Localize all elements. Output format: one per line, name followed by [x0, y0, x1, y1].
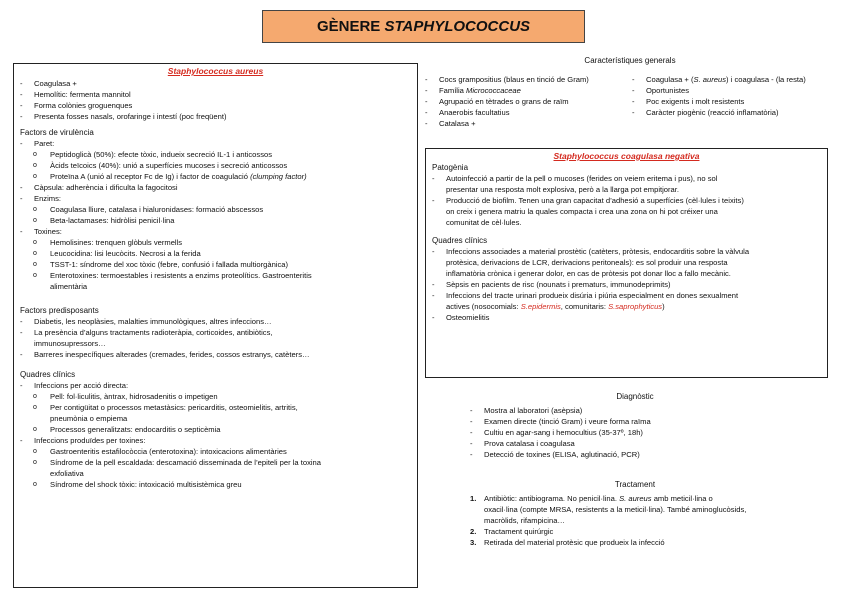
list-item-continuation: alimentària	[50, 282, 88, 291]
list-item: o TSST-1: síndrome del xoc tòxic (febre, confusió i fallada multiorgànica)	[20, 259, 411, 270]
list-item: - Mostra al laboratori (asèpsia)	[470, 405, 800, 416]
list-item: o Beta-lactamases: hidròlisi penicil·lina	[20, 215, 411, 226]
list-item: - Caràcter piogènic (reacció inflamatòria)	[632, 107, 837, 118]
aureus-title: Staphylococcus aureus	[167, 66, 264, 76]
cns-quadres-list	[432, 246, 821, 323]
list-item: - Sèpsis en pacients de risc (nounats i prematurs, immunodeprimits)	[432, 279, 821, 290]
list-item: - Prova catalasa i coagulasa	[470, 438, 800, 449]
list-item: o Peptidoglicà (50%): efecte tòxic, indueix secreció IL-1 i anticossos	[20, 149, 411, 160]
list-item: o Per contigüitat o processos metastàsics: pericarditis, osteomielitis, artritis,	[20, 402, 411, 413]
list-item: - Coagulasa +	[20, 78, 411, 89]
list-item: 1. Antibiòtic: antibiograma. No penicil·lina. S. aureus amb meticil·lina o	[470, 494, 713, 503]
list-item: - Coagulasa + (S. aureus) i coagulasa - (la resta)	[632, 74, 837, 85]
list-item-continuation: immunosupressors…	[34, 339, 106, 348]
page-title: GÈNERE STAPHYLOCOCCUS	[262, 10, 585, 43]
list-item: - Presenta fosses nasals, orofaringe i intestí (poc freqüent)	[20, 111, 411, 122]
list-item: - Infeccions del tracte urinari produeix disúria i piúria especialment en dones sexualment	[432, 290, 821, 301]
tractament-heading: Tractament	[614, 480, 656, 489]
cns-box	[425, 148, 828, 378]
list-item: - Cultiu en agar-sang i hemocultius (35-37º, 18h)	[470, 427, 800, 438]
general-left-list	[425, 74, 630, 129]
list-item-continuation: protèsica, derivacions de LCR, derivacions peritoneals): es sol produir una resposta	[446, 258, 728, 267]
list-item: - Paret:	[20, 138, 411, 149]
list-item: - Infeccions associades a material prostètic (catèters, pròtesis, endocarditis sobre la vàlvula	[432, 246, 821, 257]
list-item: - La presència d’alguns tractaments radioteràpia, corticoides, antibiòtics,	[20, 327, 411, 338]
list-item: o Coagulasa lliure, catalasa i hialuronidases: formació abscessos	[20, 204, 411, 215]
list-item: o Proteïna A (unió al receptor Fc de Ig) i factor de coagulació (clumping factor)	[20, 171, 411, 182]
list-item: - Producció de biofilm. Tenen una gran capacitat d’adhesió a superfícies (cèl·lules i teixits)	[432, 195, 821, 206]
list-item: o Hemolisines: trenquen glòbuls vermells	[20, 237, 411, 248]
diagnostic-list	[470, 405, 800, 460]
list-item: - Detecció de toxines (ELISA, aglutinació, PCR)	[470, 449, 800, 460]
list-item: o Processos generalitzats: endocarditis o septicèmia	[20, 424, 411, 435]
list-item: - Enzims:	[20, 193, 411, 204]
list-item: - Cocs grampositius (blaus en tinció de Gram)	[425, 74, 630, 85]
predisp-heading: Factors predisposants	[20, 306, 99, 315]
list-item: o Àcids teïcoics (40%): unió a superfícies mucoses i secreció anticossos	[20, 160, 411, 171]
list-item: - Càpsula: adherència i dificulta la fagocitosi	[20, 182, 411, 193]
predisp-list	[20, 316, 411, 360]
list-item-continuation: macròlids, rifampicina…	[484, 516, 566, 525]
list-item: - Barreres inespecífiques alterades (cremades, ferides, cossos estranys, catèters…	[20, 349, 411, 360]
patogenia-heading: Patogènia	[432, 163, 469, 172]
general-heading: Característiques generals	[584, 56, 676, 65]
list-item-continuation: actives (nosocomials: S.epidermis, comunitaris: S.saprophyticus)	[446, 302, 665, 311]
list-item: o Pell: fol·liculitis, àntrax, hidrosadenitis o impetigen	[20, 391, 411, 402]
list-item: o Enterotoxines: termoestables i resistents a enzims proteolítics. Gastroenteritis	[20, 270, 411, 281]
list-item: - Anaerobis facultatius	[425, 107, 630, 118]
list-item: 3. Retirada del material protèsic que produeix la infecció	[470, 538, 665, 547]
list-item-continuation: inflamatòria crònica i generar dolor, en cas de pròtesis pot donar lloc a fallo mecànic.	[446, 269, 731, 278]
general-section	[425, 56, 835, 128]
list-item: - Oportunistes	[632, 85, 837, 96]
general-right-list	[632, 74, 837, 118]
diagnostic-heading: Diagnòstic	[616, 392, 654, 401]
list-item: - Examen directe (tinció Gram) i veure forma raïma	[470, 416, 800, 427]
list-item: - Catalasa +	[425, 118, 630, 129]
tractament-list	[470, 493, 800, 548]
list-item: - Osteomielitis	[432, 312, 821, 323]
clinic-heading: Quadres clínics	[20, 370, 76, 379]
cns-title: Staphylococcus coagulasa negativa	[553, 151, 700, 161]
aureus-intro-list	[20, 78, 411, 122]
list-item: - Agrupació en tètrades o grans de raïm	[425, 96, 630, 107]
list-item: o Síndrome del shock tòxic: intoxicació multisistèmica greu	[20, 479, 411, 490]
cns-quadres-heading: Quadres clínics	[432, 236, 488, 245]
list-item: - Infeccions produïdes per toxines:	[20, 435, 411, 446]
aureus-box	[13, 63, 418, 588]
list-item: - Autoinfecció a partir de la pell o mucoses (ferides on veiem eritema i pus), no sol	[432, 173, 821, 184]
list-item: - Família Micrococcaceae	[425, 85, 630, 96]
list-item-continuation: comunitat de cèl·lules.	[446, 218, 522, 227]
virulence-list	[20, 138, 411, 292]
patogenia-list	[432, 173, 821, 228]
clinic-list	[20, 380, 411, 490]
diagnostic-section	[470, 392, 800, 460]
tractament-section	[470, 480, 800, 548]
list-item-continuation: oxacil·lina (compte MRSA, resistents a la meticil·lina). També aminoglucòsids,	[484, 505, 747, 514]
list-item: - Forma colònies groguenques	[20, 100, 411, 111]
list-item: - Hemolític: fermenta mannitol	[20, 89, 411, 100]
list-item-continuation: pneumònia o empiema	[50, 414, 128, 423]
list-item: o Leucocidina: lisi leucòcits. Necrosi a la ferida	[20, 248, 411, 259]
list-item: - Toxines:	[20, 226, 411, 237]
list-item-continuation: on creix i genera matriu la quales compacta i crea una zona on hi pot créixer una	[446, 207, 718, 216]
list-item: - Infeccions per acció directa:	[20, 380, 411, 391]
list-item-continuation: presentar una resposta molt explosiva, però a la llarga pot empitjorar.	[446, 185, 679, 194]
list-item-continuation: exfoliativa	[50, 469, 84, 478]
list-item: o Gastroenteritis estafilocòccia (enterotoxina): intoxicacions alimentàries	[20, 446, 411, 457]
list-item: 2. Tractament quirúrgic	[470, 527, 554, 536]
list-item: - Diabetis, les neoplàsies, malalties immunològiques, altres infeccions…	[20, 316, 411, 327]
list-item: o Síndrome de la pell escaldada: descamació disseminada de l’epiteli per la toxina	[20, 457, 411, 468]
list-item: - Poc exigents i molt resistents	[632, 96, 837, 107]
virulence-heading: Factors de virulència	[20, 128, 94, 137]
